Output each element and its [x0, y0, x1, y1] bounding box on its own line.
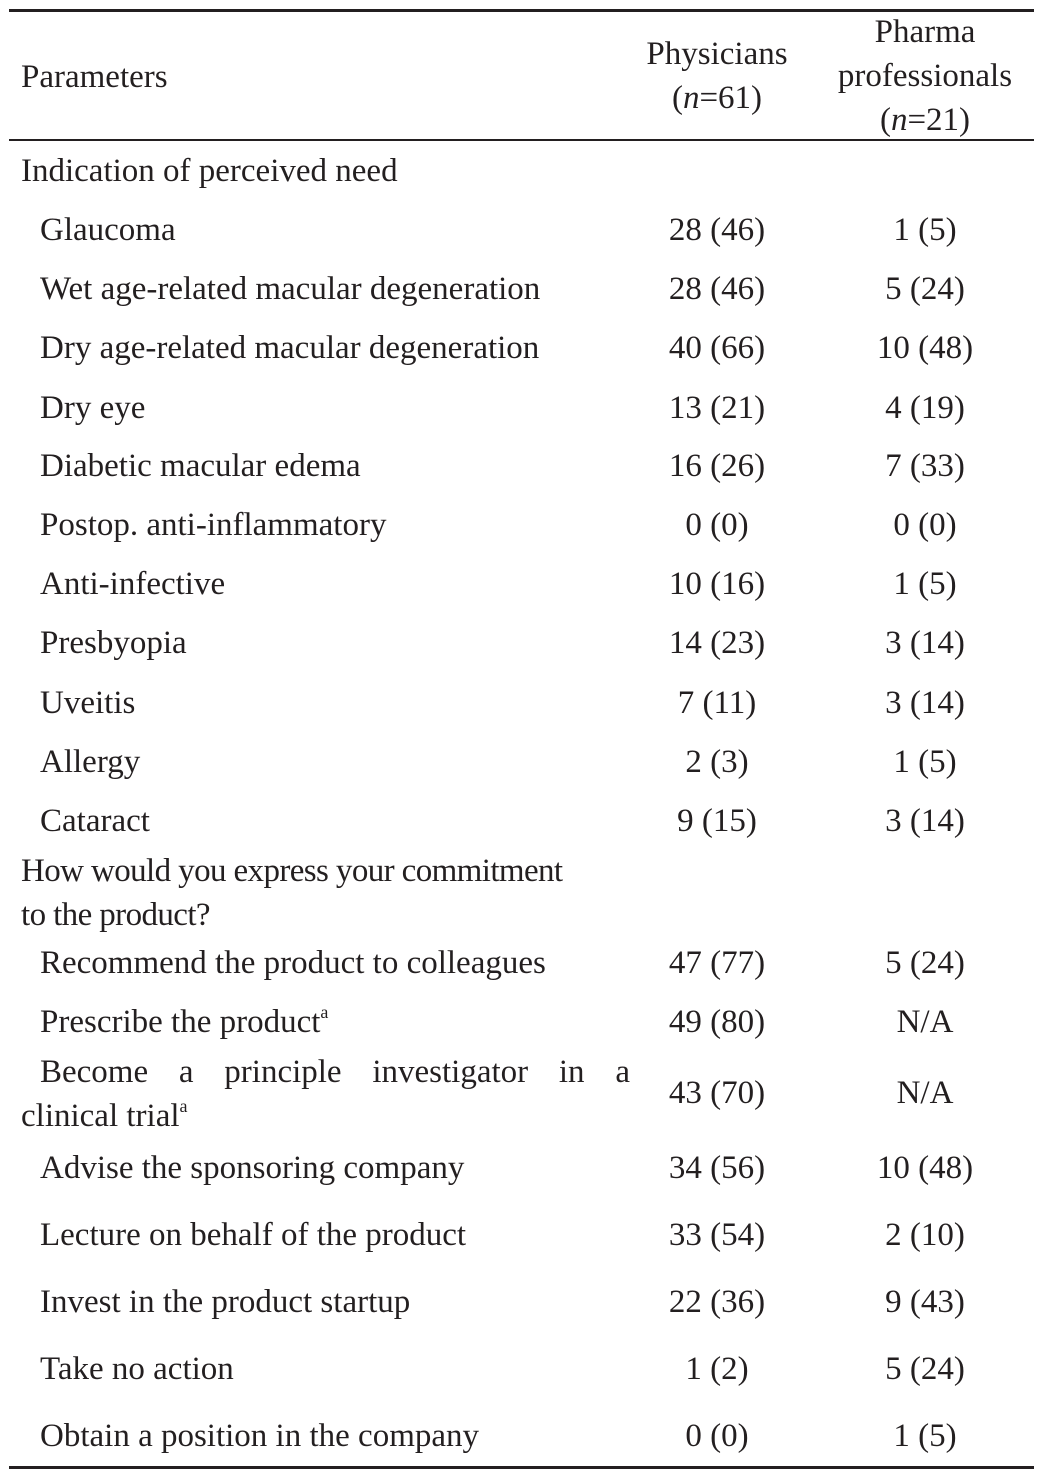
row-physicians-value: 43 (70)	[668, 1075, 766, 1111]
row-label: Wet age-related macular degeneration	[40, 271, 541, 307]
header-pharma-title-2: professionals	[837, 58, 1013, 94]
row-label: Advise the sponsoring company	[40, 1150, 465, 1186]
row-label: Diabetic macular edema	[40, 448, 361, 484]
row-pharma-value: 5 (24)	[885, 1351, 965, 1387]
footnote-marker: a	[320, 1002, 329, 1022]
header-physicians	[617, 32, 817, 120]
row-label: Cataract	[40, 803, 150, 839]
row-physicians-value: 10 (16)	[668, 566, 766, 602]
row-label: Take no action	[40, 1351, 234, 1387]
row-physicians-value: 33 (54)	[668, 1217, 766, 1253]
row-pharma-value: 3 (14)	[885, 625, 965, 661]
row-pharma-value: 10 (48)	[876, 1150, 974, 1186]
row-label: Prescribe the product$^a$	[40, 1002, 329, 1040]
row-physicians-value: 13 (21)	[668, 390, 766, 426]
row-pharma-value: 2 (10)	[885, 1217, 965, 1253]
row-label: Presbyopia	[40, 625, 187, 661]
row-pharma-value: 1 (5)	[893, 212, 957, 248]
row-pharma-value: N/A	[896, 1075, 954, 1111]
section-title-commitment: How would you express your commitment to the product?	[21, 853, 563, 933]
row-physicians-value: 14 (23)	[668, 625, 766, 661]
header-pharma-n: (n=21)	[879, 102, 971, 138]
row-pharma-value: 5 (24)	[885, 945, 965, 981]
header-physicians-title: Physicians	[646, 36, 788, 72]
row-physicians-value: 34 (56)	[668, 1150, 766, 1186]
row-pharma-value: 0 (0)	[893, 507, 957, 543]
row-physicians-value: 28 (46)	[668, 271, 766, 307]
row-pharma-value: 1 (5)	[893, 566, 957, 602]
row-label: Dry eye	[40, 390, 146, 426]
row-physicians-value: 7 (11)	[677, 685, 757, 721]
row-physicians-value: 28 (46)	[668, 212, 766, 248]
row-physicians-value: 2 (3)	[685, 744, 749, 780]
row-physicians-value: 9 (15)	[677, 803, 757, 839]
row-label: Obtain a position in the company	[40, 1418, 480, 1454]
row-physicians-value: 47 (77)	[668, 945, 766, 981]
row-label: Anti-infective	[40, 566, 226, 602]
row-physicians-value: 22 (36)	[668, 1284, 766, 1320]
row-physicians-value: 1 (2)	[685, 1351, 749, 1387]
row-physicians-value: 0 (0)	[685, 507, 749, 543]
row-pharma-value: 4 (19)	[885, 390, 965, 426]
row-physicians-value: 40 (66)	[668, 330, 766, 366]
bottom-rule	[9, 1466, 1034, 1469]
row-pharma-value: 10 (48)	[876, 330, 974, 366]
header-pharma	[805, 10, 1042, 142]
row-pharma-value: 3 (14)	[885, 685, 965, 721]
row-label: Recommend the product to colleagues	[40, 945, 546, 981]
header-parameters: Parameters	[21, 59, 168, 95]
row-label: Glaucoma	[40, 212, 176, 248]
row-pharma-value: 1 (5)	[893, 1418, 957, 1454]
row-pharma-value: 1 (5)	[893, 744, 957, 780]
section-title-indication: Indication of perceived need	[21, 153, 398, 189]
header-physicians-n: (n=61)	[671, 80, 763, 116]
row-label-multiline: Become a principle investigator in a clinical trial$^a$	[21, 1054, 630, 1134]
row-pharma-value: 7 (33)	[885, 448, 965, 484]
row-label: Allergy	[40, 744, 141, 780]
row-pharma-value: 5 (24)	[885, 271, 965, 307]
row-physicians-value: 16 (26)	[668, 448, 766, 484]
row-label: Dry age-related macular degeneration	[40, 330, 540, 366]
row-physicians-value: 49 (80)	[668, 1004, 766, 1040]
footnote-marker: a	[179, 1096, 188, 1116]
row-label: Invest in the product startup	[40, 1284, 411, 1320]
header-pharma-title-1: Pharma	[874, 14, 976, 50]
row-pharma-value: 9 (43)	[885, 1284, 965, 1320]
row-label: Lecture on behalf of the product	[40, 1217, 467, 1253]
row-label: Uveitis	[40, 685, 136, 721]
row-physicians-value: 0 (0)	[685, 1418, 749, 1454]
row-pharma-value: 3 (14)	[885, 803, 965, 839]
row-pharma-value: N/A	[896, 1004, 954, 1040]
row-label: Postop. anti-inflammatory	[40, 507, 387, 543]
